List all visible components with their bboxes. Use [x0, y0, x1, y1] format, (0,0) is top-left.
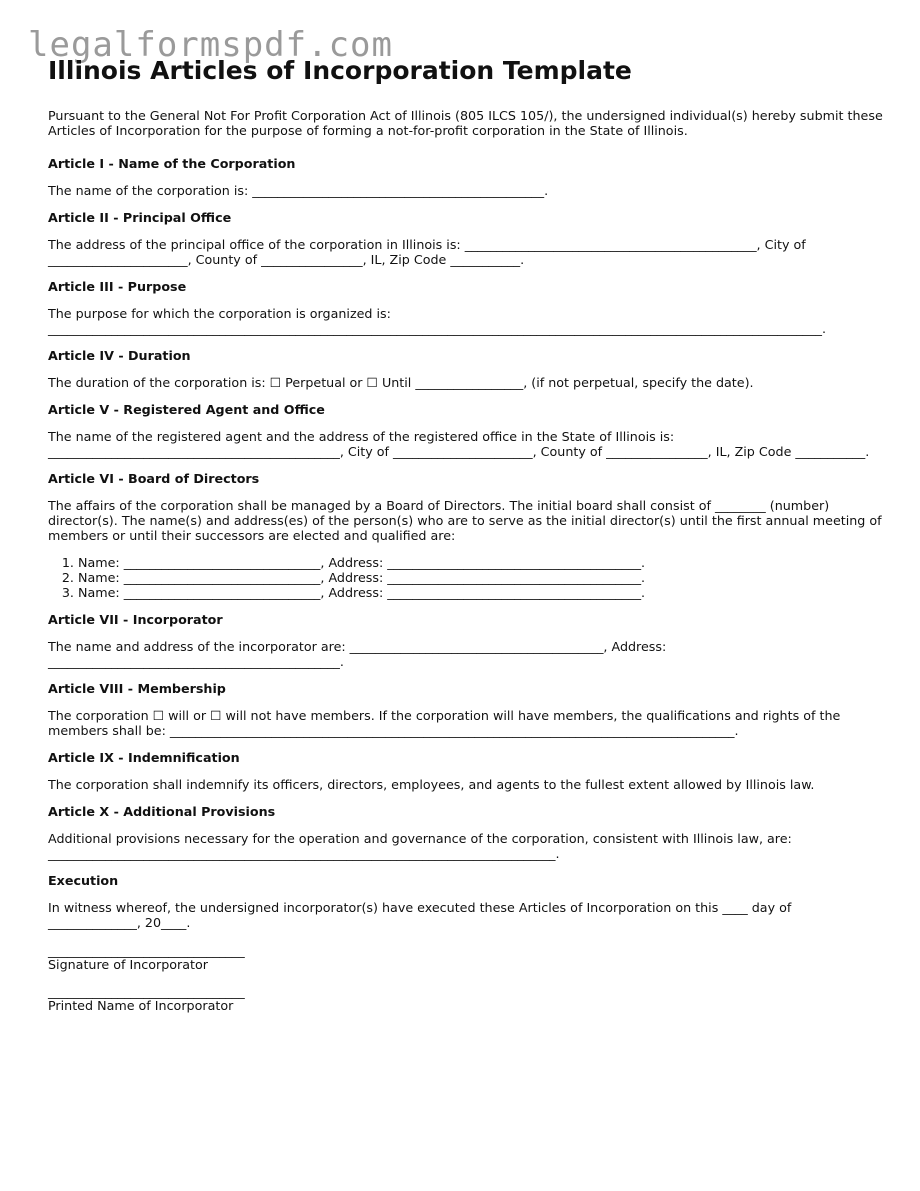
article-5: [48, 402, 883, 459]
list-item: 3. Name: _______________________________, Address: ________________________________________.: [78, 585, 883, 600]
signature-block: [48, 944, 883, 972]
article-heading: Article V - Registered Agent and Office: [48, 402, 325, 417]
article-heading: Article IV - Duration: [48, 348, 191, 363]
article-text: Additional provisions necessary for the operation and governance of the corporation, consistent with Illinois law, are: ________________________________________________________________________________.: [48, 831, 792, 861]
article-heading: Article X - Additional Provisions: [48, 804, 276, 819]
list-item: 1. Name: _______________________________, Address: ________________________________________.: [78, 555, 883, 570]
director-list: [48, 555, 883, 600]
article-heading: Article II - Principal Office: [48, 210, 232, 225]
watermark-logo: legalformspdf.com: [28, 25, 393, 65]
printed-name-label: Printed Name of Incorporator: [48, 998, 234, 1013]
signature-label: Signature of Incorporator: [48, 957, 208, 972]
article-2: [48, 210, 883, 267]
article-4: [48, 348, 883, 390]
article-text: In witness whereof, the undersigned incorporator(s) have executed these Articles of Incorporation on this ____ day of ______________, 20____.: [48, 900, 792, 930]
article-text: The name and address of the incorporator are: ________________________________________, Address: ______________________________________________.: [48, 639, 667, 669]
article-heading: Article VII - Incorporator: [48, 612, 223, 627]
article-1: [48, 156, 883, 198]
list-item: 2. Name: _______________________________, Address: ________________________________________.: [78, 570, 883, 585]
article-text: The purpose for which the corporation is organized is:: [48, 306, 391, 321]
article-heading: Article VIII - Membership: [48, 681, 226, 696]
document-page: [48, 56, 883, 1026]
article-text: The affairs of the corporation shall be managed by a Board of Directors. The initial board shall consist of ________ (number) director(s). The name(s) and address(es) of the person(s) who are to serve as the initial director(s) until the first annual meeting of members or until their successors are elected and qualified are:: [48, 498, 882, 543]
article-text: The name of the registered agent and the address of the registered office in the State of Illinois is: ______________________________________________, City of ______________________, County of ________________, IL, Zip Code ___________.: [48, 429, 870, 459]
article-text: The corporation ☐ will or ☐ will not have members. If the corporation will have members, the qualifications and rights of the members shall be: _________________________________________________________________________________________.: [48, 708, 841, 738]
article-3: [48, 279, 883, 336]
signature-line: _______________________________: [48, 943, 245, 958]
document-title: Illinois Articles of Incorporation Template: [48, 56, 632, 85]
article-text: The address of the principal office of the corporation in Illinois is: ______________________________________________, City of ______________________, County of ________________, IL, Zip Code ___________.: [48, 237, 806, 267]
article-10: [48, 804, 883, 861]
article-text: The duration of the corporation is: ☐ Perpetual or ☐ Until _________________, (if not perpetual, specify the date).: [48, 375, 754, 390]
article-9: [48, 750, 883, 792]
article-6: [48, 471, 883, 600]
intro-paragraph: Pursuant to the General Not For Profit Corporation Act of Illinois (805 ILCS 105/), the undersigned individual(s) hereby submit these Articles of Incorporation for the purpose of forming a not-for-profit corporation in the State of Illinois.: [48, 108, 883, 138]
execution-section: [48, 873, 883, 930]
article-heading: Execution: [48, 873, 119, 888]
article-text: The name of the corporation is: ______________________________________________.: [48, 183, 549, 198]
article-heading: Article VI - Board of Directors: [48, 471, 260, 486]
article-heading: Article III - Purpose: [48, 279, 187, 294]
article-7: [48, 612, 883, 669]
purpose-blank-line: __________________________________________________________________________________________________________________________.: [48, 321, 826, 336]
article-8: [48, 681, 883, 738]
printed-name-line: _______________________________: [48, 984, 245, 999]
article-heading: Article IX - Indemnification: [48, 750, 240, 765]
printed-name-block: [48, 985, 883, 1013]
article-text: The corporation shall indemnify its officers, directors, employees, and agents to the fullest extent allowed by Illinois law.: [48, 777, 815, 792]
article-heading: Article I - Name of the Corporation: [48, 156, 296, 171]
signature-area: [48, 944, 883, 1013]
